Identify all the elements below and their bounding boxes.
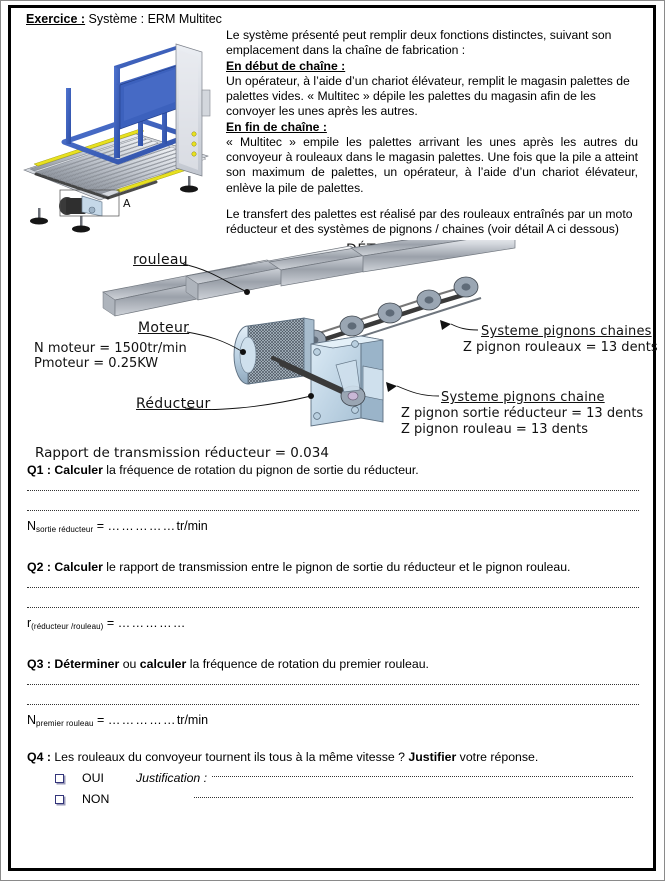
detail-a-figure	[11, 240, 658, 461]
q1-result-line	[27, 519, 653, 534]
q3-result-dots[interactable]: ……………	[107, 713, 177, 727]
q2-rest: le rapport de transmission entre le pignon de sortie du réducteur et le pignon rouleau.	[102, 560, 571, 574]
q1-unit: tr/min	[176, 519, 208, 533]
callout-letter-a: A	[123, 197, 131, 210]
q1-q2-spacer	[11, 534, 653, 560]
q3-answer-dotted-line-2[interactable]	[27, 691, 653, 711]
q2-equals: =	[103, 616, 118, 630]
q3-equals: =	[93, 713, 108, 727]
q3-verb: Déterminer	[54, 657, 120, 671]
intro-heading-fin: En fin de chaîne :	[226, 119, 327, 134]
q3-rest: la fréquence de rotation du premier rouleau.	[186, 657, 429, 671]
q4-prefix: Q4 :	[27, 750, 55, 764]
q4-text-before: Les rouleaux du convoyeur tournent ils tous à la même vitesse ?	[54, 750, 409, 764]
question-q1-title	[27, 463, 653, 477]
value-z-pignon-sortie: Z pignon sortie réducteur = 13 dents	[401, 406, 644, 421]
motor-specs	[34, 341, 187, 372]
q1-equals: =	[93, 519, 108, 533]
intro-spacer	[226, 196, 638, 207]
page-content	[11, 8, 658, 868]
q3-symbol: N	[27, 713, 37, 727]
question-q2-title	[27, 560, 653, 574]
question-q4-title	[27, 750, 653, 764]
page-title	[26, 12, 222, 26]
question-block-q4	[11, 750, 653, 806]
intro-paragraph-4: Le transfert des palettes est réalisé par des rouleaux entraînés par un moto réducteur et des systèmes de pignons / chaines (voir détail A ci dessous)	[226, 206, 633, 236]
q3-prefix: Q3 :	[27, 657, 55, 671]
q2-symbol: r	[27, 616, 32, 630]
q3-result-line	[27, 713, 653, 728]
q3-q4-spacer	[11, 728, 653, 750]
q2-answer-dotted-line-1[interactable]	[27, 574, 653, 594]
label-systeme-pignons-chaines: Systeme pignons chaines	[481, 324, 652, 339]
q2-result-line	[27, 616, 653, 631]
intro-text-block	[226, 28, 638, 237]
q1-prefix: Q1 :	[27, 463, 55, 477]
label-reducteur: Réducteur	[136, 396, 211, 412]
q4-option-yes-row[interactable]	[55, 771, 653, 785]
q3-verb2: calculer	[139, 657, 187, 671]
leader-arrowheads	[386, 320, 451, 392]
question-block-q3	[11, 657, 653, 728]
value-rapport-transmission: Rapport de transmission réducteur = 0.034	[35, 445, 329, 461]
q1-answer-dotted-line-1[interactable]	[27, 477, 653, 497]
q1-subscript: sortie réducteur	[36, 525, 94, 534]
q2-verb: Calculer	[54, 560, 103, 574]
checkbox-oui[interactable]	[55, 774, 64, 783]
label-systeme-pignons-chaine: Systeme pignons chaine	[441, 390, 605, 405]
question-q3-title	[27, 657, 653, 671]
motor-speed-value: N moteur = 1500tr/min	[34, 341, 187, 356]
q2-answer-dotted-line-2[interactable]	[27, 594, 653, 614]
q2-subscript: (réducteur /rouleau)	[31, 622, 104, 631]
intro-paragraph-2: Un opérateur, à l’aide d’un chariot élévateur, remplit le magasin palettes de palettes vides. « Multitec » dépile les palettes du magasin afin de les convoyer les unes après les autres.	[226, 73, 630, 119]
q4-justification-dotted-line[interactable]	[212, 776, 633, 777]
exercise-label: Exercice :	[26, 12, 86, 26]
label-rouleau: rouleau	[133, 252, 188, 268]
q1-rest: la fréquence de rotation du pignon de sortie du réducteur.	[102, 463, 419, 477]
label-justification: Justification :	[136, 771, 208, 785]
label-non: NON	[82, 792, 110, 806]
q1-result-dots[interactable]: ……………	[107, 519, 177, 533]
intro-paragraph-1: Le système présenté peut remplir deux fonctions distinctes, suivant son emplacement dans la chaîne de fabrication :	[226, 28, 612, 58]
q1-verb: Calculer	[54, 463, 103, 477]
q1-answer-dotted-line-2[interactable]	[27, 497, 653, 517]
intro-paragraph-3: « Multitec » empile les palettes arrivant les unes après les autres du convoyeur à rouleaux dans le magasin palettes. Une fois que la pile a atteint son maximum de palettes, un opérateur, à l’aide d’un chariot élévateur, enlève la pile de palettes.	[226, 134, 638, 195]
motor-power-value: Pmoteur = 0.25KW	[34, 356, 159, 372]
value-z-pignon-rouleaux: Z pignon rouleaux = 13 dents	[463, 340, 658, 355]
q4-verb: Justifier	[408, 750, 457, 764]
q4-text-after: votre réponse.	[456, 750, 539, 764]
q4-answer-dotted-line-2[interactable]	[194, 797, 633, 798]
q2-result-dots[interactable]: ……………	[117, 616, 187, 630]
q2-prefix: Q2 :	[27, 560, 55, 574]
q1-symbol: N	[27, 519, 37, 533]
value-z-pignon-rouleau: Z pignon rouleau = 13 dents	[401, 421, 588, 437]
q3-answer-dotted-line-1[interactable]	[27, 671, 653, 691]
checkbox-non[interactable]	[55, 795, 64, 804]
label-moteur: Moteur	[138, 320, 190, 336]
q4-option-no-row[interactable]	[55, 792, 653, 806]
question-block-q2	[11, 560, 653, 631]
exercise-system-name: Système : ERM Multitec	[85, 12, 222, 26]
q3-mid: ou	[119, 657, 140, 671]
machine-illustration	[16, 30, 224, 240]
question-block-q1	[11, 463, 653, 534]
q3-subscript: premier rouleau	[36, 719, 94, 728]
questions-section	[11, 463, 653, 806]
label-oui: OUI	[82, 771, 104, 785]
motor-gearbox-assembly	[59, 196, 102, 216]
intro-heading-debut: En début de chaîne :	[226, 58, 346, 73]
gear-teeth-values	[401, 406, 643, 437]
q2-q3-spacer	[11, 631, 653, 657]
q3-unit: tr/min	[176, 713, 209, 727]
